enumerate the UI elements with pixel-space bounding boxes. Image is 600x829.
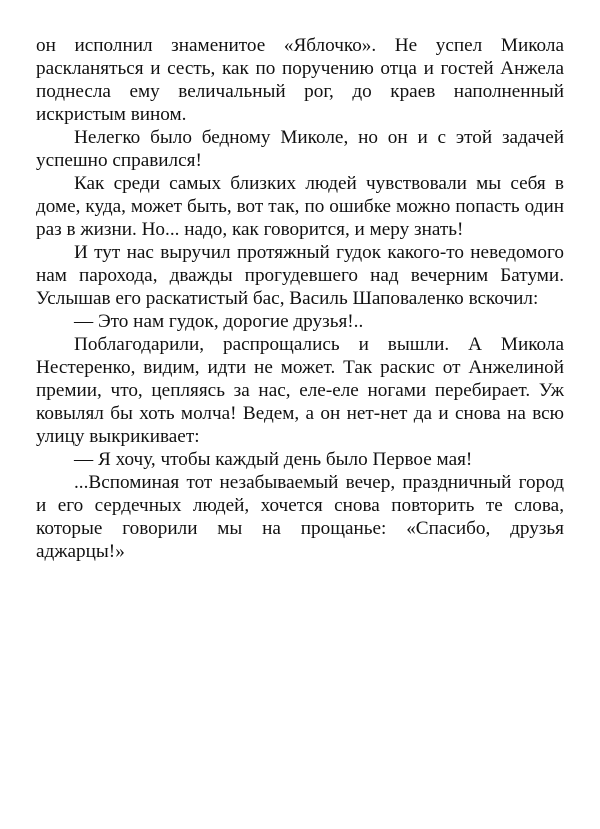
paragraph-7: — Я хочу, чтобы каждый день было Первое мая! (74, 449, 473, 470)
paragraph-6: Поблагодарили, распрощались и вышли. А Микола Нестеренко, видим, идти не может. Так раскис от Анжелиной премии, что, цепляясь за нас, еле-еле ногами перебирает. Уж ковылял бы хоть молча! Ведем, а он нет-нет да и снова на всю улицу выкрикивает: (36, 334, 564, 447)
paragraph-3: Как среди самых близких людей чувствовали мы себя в доме, куда, может быть, вот так, по ошибке можно попасть один раз в жизни. Но... надо, как говорится, и меру знать! (36, 173, 564, 240)
paragraph-4: И тут нас выручил протяжный гудок какого-то неведомого нам парохода, дважды прогудевшего над вечерним Батуми. Услышав его раскатистый бас, Василь Шаповаленко вскочил: (36, 242, 564, 309)
paragraph-8: ...Вспоминая тот незабываемый вечер, праздничный город и его сердечных людей, хочется снова повторить те слова, которые говорили мы на прощанье: «Спасибо, друзья аджарцы!» (36, 472, 564, 562)
page-text (36, 34, 564, 563)
paragraph-5: — Это нам гудок, дорогие друзья!.. (74, 311, 364, 332)
paragraph-1: он исполнил знаменитое «Яблочко». Не успел Микола раскланяться и сесть, как по поручению отца и гостей Анжела поднесла ему величальный рог, до краев наполненный искристым вином. (36, 35, 564, 125)
paragraph-2: Нелегко было бедному Миколе, но он и с этой задачей успешно справился! (36, 127, 564, 171)
